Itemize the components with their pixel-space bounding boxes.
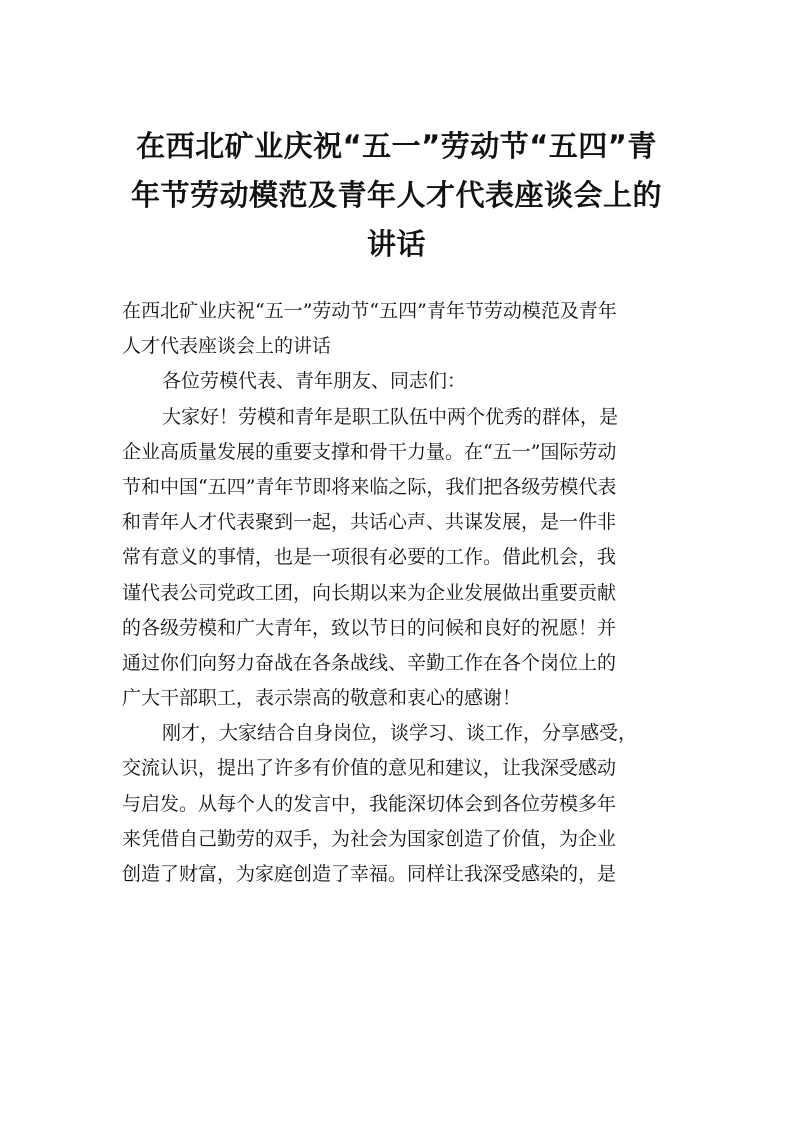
document-title (110, 122, 683, 269)
body-line: 刚才，大家结合自身岗位，谈学习、谈工作，分享感受， (162, 722, 638, 745)
body-line: 来凭借自己勤劳的双手，为社会为国家创造了价值，为企业 (122, 827, 617, 850)
body-line: 节和中国“五四”青年节即将来临之际，我们把各级劳模代表 (122, 475, 617, 498)
body-line: 在西北矿业庆祝“五一”劳动节“五四”青年节劳动模范及青年 (122, 300, 617, 322)
title-line: 年节劳动模范及青年人才代表座谈会上的 (130, 178, 662, 212)
body-line: 人才代表座谈会上的讲话 (122, 335, 332, 358)
body-line: 交流认识，提出了许多有价值的意见和建议，让我深受感动 (122, 757, 617, 780)
body-line: 和青年人才代表聚到一起，共话心声、共谋发展，是一件非 (122, 511, 617, 534)
body-line: 大家好！劳模和青年是职工队伍中两个优秀的群体，是 (162, 405, 619, 428)
body-line: 的各级劳模和广大青年，致以节日的问候和良好的祝愿！并 (122, 616, 617, 639)
body-line: 企业高质量发展的重要支撑和骨干力量。在“五一”国际劳动 (122, 440, 617, 463)
title-line: 在西北矿业庆祝“五一”劳动节“五四”青 (136, 129, 657, 163)
title-line: 讲话 (366, 227, 426, 261)
body-line: 通过你们向努力奋战在各条战线、辛勤工作在各个岗位上的 (122, 651, 617, 674)
body-line: 谨代表公司党政工团，向长期以来为企业发展做出重要贡献 (122, 581, 617, 604)
body-line: 创造了财富，为家庭创造了幸福。同样让我深受感染的，是 (122, 863, 617, 885)
body-line: 常有意义的事情，也是一项很有必要的工作。借此机会，我 (122, 546, 617, 569)
body-line: 广大干部职工，表示崇高的敬意和衷心的感谢！ (122, 687, 522, 710)
body-line: 与启发。从每个人的发言中，我能深切体会到各位劳模多年 (122, 792, 617, 815)
document-body (122, 294, 677, 892)
salutation-line: 各位劳模代表、青年朋友、同志们： (162, 370, 467, 393)
